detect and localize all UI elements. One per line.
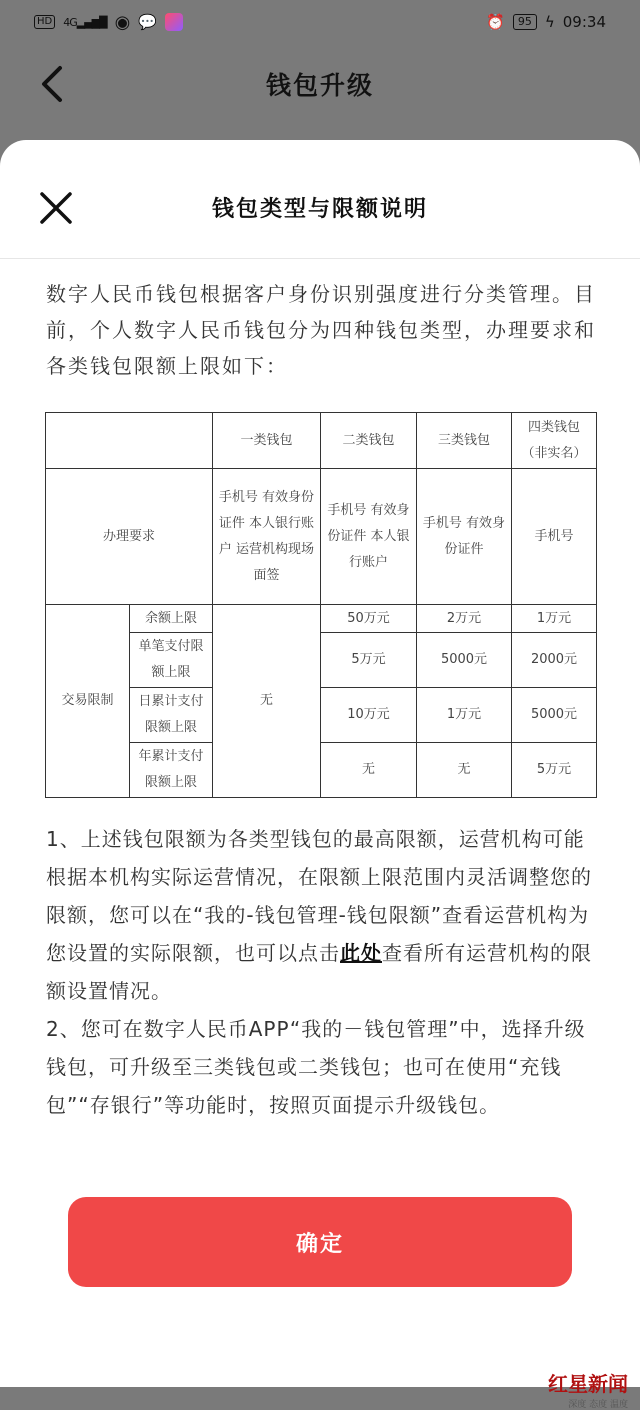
table-cell: 5万元 bbox=[512, 743, 597, 798]
table-cell: 无 bbox=[321, 743, 417, 798]
header-class2: 二类钱包 bbox=[321, 413, 417, 469]
table-cell: 5000元 bbox=[512, 688, 597, 743]
table-cell: 5000元 bbox=[417, 633, 512, 688]
status-bar bbox=[0, 0, 640, 44]
note-2: 2、您可在数字人民币APP“我的－钱包管理”中，选择升级钱包，可升级至三类钱包或二类钱包；也可在使用“充钱包”“存银行”等功能时，按照页面提示升级钱包。 bbox=[46, 1017, 586, 1117]
status-right bbox=[486, 13, 606, 31]
intro-text: 数字人民币钱包根据客户身份识别强度进行分类管理。目前，个人数字人民币钱包分为四种钱包类型，办理要求和各类钱包限额上限如下： bbox=[46, 282, 596, 378]
row-label: 余额上限 bbox=[130, 605, 213, 633]
table-cell: 2000元 bbox=[512, 633, 597, 688]
row-label: 日累计支付限额上限 bbox=[130, 688, 213, 743]
row-label: 年累计支付限额上限 bbox=[130, 743, 213, 798]
page-title: 钱包升级 bbox=[265, 71, 374, 100]
requirements-class3: 手机号 有效身份证件 bbox=[417, 469, 512, 605]
table-cell: 1万元 bbox=[417, 688, 512, 743]
table-cell: 1万元 bbox=[512, 605, 597, 633]
status-left bbox=[34, 12, 183, 33]
header-class1: 一类钱包 bbox=[213, 413, 321, 469]
table-cell: 2万元 bbox=[417, 605, 512, 633]
table-cell: 无 bbox=[417, 743, 512, 798]
trade-limit-label: 交易限制 bbox=[46, 605, 130, 798]
sheet-title: 钱包类型与限额说明 bbox=[211, 197, 428, 222]
table-cell: 50万元 bbox=[321, 605, 417, 633]
requirements-row bbox=[46, 469, 597, 605]
confirm-button[interactable]: 确定 bbox=[68, 1197, 572, 1287]
class1-limit-cell: 无 bbox=[213, 605, 321, 798]
watermark-logo bbox=[548, 1368, 628, 1410]
note-1-tail: 查看所有运营机构的限额设置情况。 bbox=[46, 941, 592, 1003]
watermark-sub: 深度 态度 温度 bbox=[568, 1400, 628, 1410]
wechat-icon: 💬 bbox=[138, 13, 158, 31]
note-1 bbox=[46, 820, 602, 1010]
notes bbox=[46, 820, 602, 1124]
table-cell: 10万元 bbox=[321, 688, 417, 743]
eye-icon: ◉ bbox=[114, 11, 131, 33]
signal-icon: 4G▂▄▆█ bbox=[63, 15, 107, 29]
requirements-class2: 手机号 有效身份证件 本人银行账户 bbox=[321, 469, 417, 605]
table-header-row bbox=[46, 413, 597, 469]
limits-sheet bbox=[0, 140, 640, 1410]
requirements-label: 办理要求 bbox=[46, 469, 213, 605]
charging-icon: ϟ bbox=[544, 13, 555, 31]
table-cell: 5万元 bbox=[321, 633, 417, 688]
header-empty-cell bbox=[46, 413, 213, 469]
requirements-class1: 手机号 有效身份证件 本人银行账户 运营机构现场面签 bbox=[213, 469, 321, 605]
note-1-text: 1、上述钱包限额为各类型钱包的最高限额，运营机构可能根据本机构实际运营情况，在限额上限范围内灵活调整您的限额，您可以在“我的-钱包管理-钱包限额”查看运营机构为您设置的实际限额，也可以点击 bbox=[46, 827, 592, 965]
nav-bar bbox=[0, 44, 640, 124]
signal-label: 4G bbox=[63, 15, 77, 29]
header-class4: 四类钱包（非实名） bbox=[512, 413, 597, 469]
table-row bbox=[46, 605, 597, 633]
watermark-main: 红星新闻 bbox=[548, 1372, 628, 1396]
here-link[interactable]: 此处 bbox=[340, 941, 382, 965]
battery-icon bbox=[513, 14, 537, 30]
battery-level: 95 bbox=[517, 15, 532, 28]
app-icon bbox=[165, 13, 183, 31]
sheet-header bbox=[0, 140, 640, 259]
row-label: 单笔支付限额上限 bbox=[130, 633, 213, 688]
header-class3: 三类钱包 bbox=[417, 413, 512, 469]
requirements-class4: 手机号 bbox=[512, 469, 597, 605]
wallet-limits-table bbox=[45, 412, 597, 798]
clock: 09:34 bbox=[562, 13, 606, 31]
hd-badge: HD bbox=[34, 15, 55, 29]
alarm-icon: ⏰ bbox=[486, 13, 505, 31]
